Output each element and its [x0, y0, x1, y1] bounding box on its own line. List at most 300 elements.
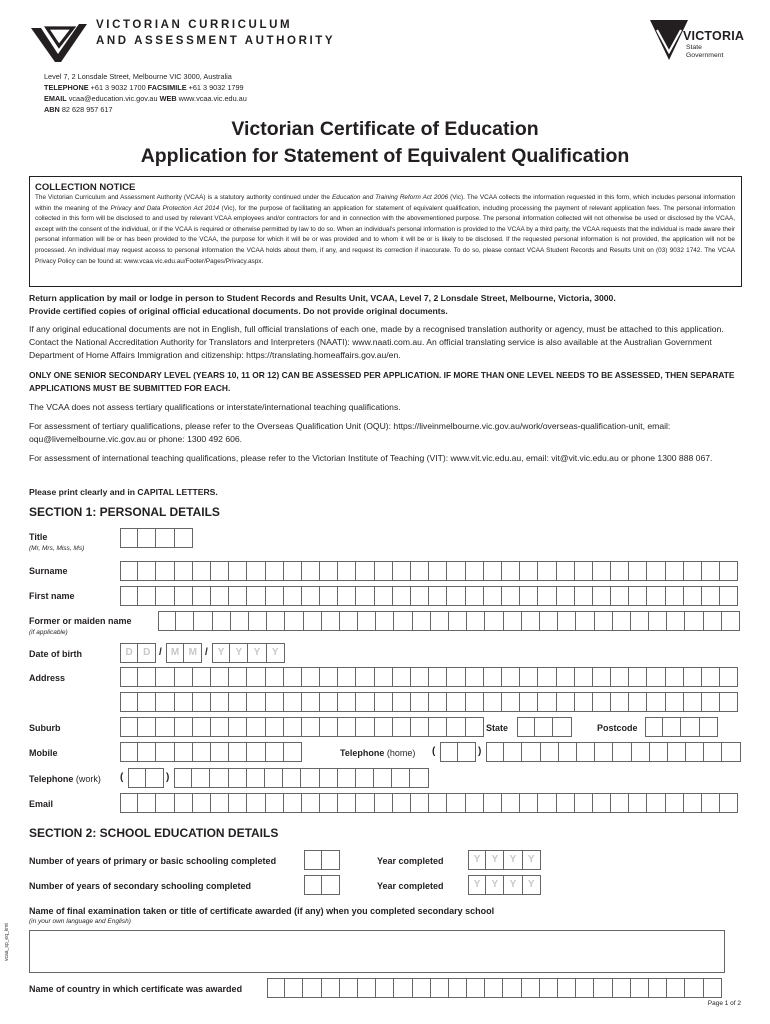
char-box[interactable]: [138, 561, 156, 581]
char-box[interactable]: [429, 586, 447, 606]
char-box[interactable]: [211, 717, 229, 737]
char-box[interactable]: [120, 793, 138, 813]
char-box[interactable]: [338, 768, 356, 788]
char-box[interactable]: [284, 667, 302, 687]
char-box[interactable]: [338, 717, 356, 737]
char-box[interactable]: [229, 793, 247, 813]
char-box[interactable]: [629, 793, 647, 813]
char-box[interactable]: [467, 978, 485, 998]
char-box[interactable]: [284, 742, 302, 762]
char-box[interactable]: [302, 793, 320, 813]
char-box[interactable]: [322, 875, 340, 895]
char-box[interactable]: [266, 586, 284, 606]
char-box[interactable]: [593, 561, 611, 581]
char-box[interactable]: [266, 692, 284, 712]
email-input[interactable]: [120, 793, 738, 813]
char-box[interactable]: [467, 611, 485, 631]
char-box[interactable]: [663, 717, 681, 737]
char-box[interactable]: [629, 561, 647, 581]
char-box[interactable]: [429, 793, 447, 813]
char-box[interactable]: [594, 978, 612, 998]
char-box[interactable]: [375, 717, 393, 737]
char-box[interactable]: [304, 850, 322, 870]
home-phone-input[interactable]: [486, 742, 741, 762]
char-box[interactable]: [629, 667, 647, 687]
char-box[interactable]: [394, 978, 412, 998]
char-box[interactable]: [686, 742, 704, 762]
postcode-input[interactable]: [645, 717, 718, 737]
char-box[interactable]: [211, 561, 229, 581]
char-box[interactable]: [211, 742, 229, 762]
char-box[interactable]: [632, 742, 650, 762]
char-box[interactable]: [229, 717, 247, 737]
char-box[interactable]: [393, 667, 411, 687]
char-box[interactable]: [484, 561, 502, 581]
char-box[interactable]: [575, 561, 593, 581]
char-box[interactable]: [138, 742, 156, 762]
char-box[interactable]: [466, 692, 484, 712]
char-box[interactable]: [120, 586, 138, 606]
char-box[interactable]: [720, 692, 738, 712]
char-box[interactable]: [156, 692, 174, 712]
char-box[interactable]: [611, 692, 629, 712]
char-box[interactable]: [138, 692, 156, 712]
char-box[interactable]: [358, 978, 376, 998]
char-box[interactable]: [522, 611, 540, 631]
char-box[interactable]: [338, 586, 356, 606]
address-line2-input[interactable]: [120, 692, 738, 712]
primary-year-completed-input[interactable]: [468, 850, 541, 870]
first-name-input[interactable]: [120, 586, 738, 606]
char-box[interactable]: [650, 742, 668, 762]
char-box[interactable]: [213, 611, 231, 631]
char-box[interactable]: [320, 692, 338, 712]
char-box[interactable]: [193, 586, 211, 606]
char-box[interactable]: [613, 611, 631, 631]
char-box[interactable]: [156, 667, 174, 687]
char-box[interactable]: [702, 586, 720, 606]
char-box-placeholder[interactable]: Y: [504, 875, 522, 895]
char-box[interactable]: [266, 717, 284, 737]
char-box-placeholder[interactable]: Y: [486, 850, 504, 870]
char-box[interactable]: [284, 561, 302, 581]
char-box[interactable]: [557, 586, 575, 606]
char-box[interactable]: [356, 561, 374, 581]
char-box[interactable]: [466, 586, 484, 606]
char-box[interactable]: [320, 768, 338, 788]
home-area-code-input[interactable]: [440, 742, 476, 762]
char-box[interactable]: [704, 978, 722, 998]
char-box[interactable]: [520, 667, 538, 687]
char-box[interactable]: [229, 768, 247, 788]
char-box[interactable]: [284, 692, 302, 712]
char-box[interactable]: [393, 793, 411, 813]
char-box[interactable]: [338, 667, 356, 687]
char-box[interactable]: [393, 586, 411, 606]
char-box[interactable]: [156, 561, 174, 581]
char-box[interactable]: [356, 793, 374, 813]
char-box[interactable]: [649, 611, 667, 631]
char-box[interactable]: [645, 717, 663, 737]
char-box[interactable]: [449, 978, 467, 998]
char-box[interactable]: [667, 611, 685, 631]
country-input[interactable]: [267, 978, 722, 998]
char-box[interactable]: [702, 667, 720, 687]
char-box[interactable]: [647, 793, 665, 813]
char-box[interactable]: [247, 717, 265, 737]
char-box[interactable]: [120, 667, 138, 687]
work-area-code-input[interactable]: [128, 768, 164, 788]
char-box[interactable]: [146, 768, 164, 788]
char-box[interactable]: [557, 793, 575, 813]
char-box[interactable]: [247, 768, 265, 788]
char-box[interactable]: [685, 978, 703, 998]
char-box[interactable]: [558, 978, 576, 998]
char-box[interactable]: [266, 561, 284, 581]
char-box[interactable]: [520, 793, 538, 813]
char-box[interactable]: [520, 692, 538, 712]
char-box[interactable]: [302, 692, 320, 712]
char-box[interactable]: [247, 561, 265, 581]
char-box[interactable]: [502, 692, 520, 712]
char-box[interactable]: [138, 528, 156, 548]
char-box[interactable]: [393, 717, 411, 737]
char-box[interactable]: [358, 611, 376, 631]
char-box[interactable]: [138, 667, 156, 687]
char-box[interactable]: [613, 978, 631, 998]
char-box[interactable]: [629, 692, 647, 712]
char-box[interactable]: [302, 667, 320, 687]
char-box[interactable]: [575, 586, 593, 606]
char-box[interactable]: [175, 561, 193, 581]
char-box-placeholder[interactable]: Y: [468, 850, 486, 870]
char-box[interactable]: [175, 692, 193, 712]
char-box[interactable]: [447, 561, 465, 581]
char-box[interactable]: [666, 667, 684, 687]
char-box[interactable]: [575, 692, 593, 712]
char-box[interactable]: [485, 611, 503, 631]
work-phone-input[interactable]: [174, 768, 429, 788]
char-box[interactable]: [138, 586, 156, 606]
dob-year-input[interactable]: [212, 643, 285, 663]
char-box[interactable]: [249, 611, 267, 631]
char-box[interactable]: [156, 528, 174, 548]
char-box[interactable]: [411, 667, 429, 687]
char-box[interactable]: [338, 793, 356, 813]
char-box[interactable]: [449, 611, 467, 631]
char-box-placeholder[interactable]: Y: [504, 850, 522, 870]
char-box[interactable]: [175, 793, 193, 813]
char-box[interactable]: [720, 561, 738, 581]
char-box[interactable]: [611, 561, 629, 581]
char-box[interactable]: [340, 978, 358, 998]
char-box[interactable]: [193, 692, 211, 712]
char-box[interactable]: [211, 692, 229, 712]
char-box[interactable]: [284, 793, 302, 813]
char-box[interactable]: [322, 978, 340, 998]
char-box[interactable]: [375, 561, 393, 581]
char-box[interactable]: [522, 742, 540, 762]
char-box[interactable]: [429, 561, 447, 581]
char-box-placeholder[interactable]: Y: [230, 643, 248, 663]
char-box[interactable]: [340, 611, 358, 631]
char-box-placeholder[interactable]: Y: [523, 875, 541, 895]
char-box[interactable]: [576, 611, 594, 631]
char-box[interactable]: [356, 768, 374, 788]
char-box[interactable]: [538, 667, 556, 687]
char-box[interactable]: [538, 561, 556, 581]
char-box[interactable]: [411, 692, 429, 712]
char-box[interactable]: [538, 586, 556, 606]
char-box[interactable]: [138, 793, 156, 813]
char-box[interactable]: [128, 768, 146, 788]
state-input[interactable]: [517, 717, 572, 737]
char-box[interactable]: [284, 717, 302, 737]
char-box[interactable]: [702, 793, 720, 813]
char-box[interactable]: [593, 692, 611, 712]
dob-month-input[interactable]: [166, 643, 202, 663]
char-box[interactable]: [231, 611, 249, 631]
char-box[interactable]: [174, 768, 192, 788]
char-box[interactable]: [466, 793, 484, 813]
char-box[interactable]: [429, 717, 447, 737]
char-box[interactable]: [175, 528, 193, 548]
former-name-input[interactable]: [158, 611, 740, 631]
char-box[interactable]: [502, 667, 520, 687]
char-box[interactable]: [517, 717, 535, 737]
char-box[interactable]: [374, 768, 392, 788]
char-box[interactable]: [303, 978, 321, 998]
char-box[interactable]: [520, 586, 538, 606]
char-box[interactable]: [595, 742, 613, 762]
char-box[interactable]: [156, 793, 174, 813]
char-box[interactable]: [447, 717, 465, 737]
char-box[interactable]: [540, 611, 558, 631]
dob-day-input[interactable]: [120, 643, 156, 663]
char-box[interactable]: [611, 793, 629, 813]
char-box[interactable]: [267, 978, 285, 998]
char-box[interactable]: [229, 586, 247, 606]
char-box-placeholder[interactable]: M: [184, 643, 202, 663]
char-box[interactable]: [593, 793, 611, 813]
char-box[interactable]: [557, 692, 575, 712]
char-box-placeholder[interactable]: D: [138, 643, 156, 663]
char-box[interactable]: [176, 611, 194, 631]
suburb-input[interactable]: [120, 717, 484, 737]
char-box-placeholder[interactable]: Y: [212, 643, 230, 663]
surname-input[interactable]: [120, 561, 738, 581]
char-box[interactable]: [429, 667, 447, 687]
char-box[interactable]: [431, 611, 449, 631]
char-box[interactable]: [503, 978, 521, 998]
char-box[interactable]: [267, 611, 285, 631]
char-box[interactable]: [429, 692, 447, 712]
char-box[interactable]: [285, 611, 303, 631]
char-box[interactable]: [558, 611, 576, 631]
char-box[interactable]: [720, 793, 738, 813]
char-box[interactable]: [681, 717, 699, 737]
char-box[interactable]: [538, 692, 556, 712]
primary-years-input[interactable]: [304, 850, 340, 870]
char-box[interactable]: [522, 978, 540, 998]
char-box[interactable]: [647, 561, 665, 581]
char-box[interactable]: [411, 717, 429, 737]
char-box[interactable]: [575, 667, 593, 687]
char-box[interactable]: [320, 586, 338, 606]
char-box[interactable]: [720, 667, 738, 687]
char-box[interactable]: [484, 586, 502, 606]
char-box[interactable]: [447, 667, 465, 687]
char-box[interactable]: [647, 667, 665, 687]
char-box[interactable]: [722, 742, 740, 762]
char-box[interactable]: [631, 978, 649, 998]
char-box[interactable]: [247, 793, 265, 813]
char-box[interactable]: [210, 768, 228, 788]
char-box[interactable]: [486, 742, 504, 762]
char-box[interactable]: [193, 793, 211, 813]
char-box[interactable]: [376, 611, 394, 631]
char-box[interactable]: [700, 717, 718, 737]
char-box[interactable]: [302, 717, 320, 737]
char-box[interactable]: [393, 561, 411, 581]
char-box[interactable]: [720, 586, 738, 606]
char-box[interactable]: [120, 528, 138, 548]
char-box[interactable]: [559, 742, 577, 762]
char-box[interactable]: [302, 561, 320, 581]
char-box[interactable]: [593, 667, 611, 687]
char-box[interactable]: [247, 667, 265, 687]
char-box[interactable]: [502, 793, 520, 813]
mobile-input[interactable]: [120, 742, 302, 762]
char-box[interactable]: [631, 611, 649, 631]
char-box[interactable]: [535, 717, 553, 737]
char-box[interactable]: [577, 742, 595, 762]
char-box[interactable]: [320, 667, 338, 687]
char-box[interactable]: [668, 742, 686, 762]
char-box[interactable]: [192, 768, 210, 788]
char-box[interactable]: [647, 692, 665, 712]
char-box[interactable]: [702, 561, 720, 581]
char-box[interactable]: [156, 586, 174, 606]
char-box[interactable]: [484, 692, 502, 712]
char-box[interactable]: [120, 742, 138, 762]
char-box[interactable]: [458, 742, 476, 762]
char-box[interactable]: [649, 978, 667, 998]
char-box[interactable]: [211, 667, 229, 687]
char-box[interactable]: [285, 978, 303, 998]
char-box[interactable]: [284, 586, 302, 606]
char-box[interactable]: [156, 717, 174, 737]
char-box[interactable]: [211, 586, 229, 606]
char-box[interactable]: [338, 561, 356, 581]
char-box[interactable]: [194, 611, 212, 631]
char-box[interactable]: [193, 561, 211, 581]
char-box[interactable]: [684, 793, 702, 813]
char-box[interactable]: [301, 768, 319, 788]
char-box[interactable]: [447, 586, 465, 606]
char-box-placeholder[interactable]: M: [166, 643, 184, 663]
char-box[interactable]: [375, 692, 393, 712]
char-box[interactable]: [175, 667, 193, 687]
char-box[interactable]: [120, 692, 138, 712]
char-box[interactable]: [667, 978, 685, 998]
char-box[interactable]: [393, 692, 411, 712]
char-box[interactable]: [576, 978, 594, 998]
char-box[interactable]: [266, 793, 284, 813]
char-box[interactable]: [302, 586, 320, 606]
char-box[interactable]: [338, 692, 356, 712]
char-box[interactable]: [320, 793, 338, 813]
char-box[interactable]: [411, 793, 429, 813]
char-box[interactable]: [375, 793, 393, 813]
char-box[interactable]: [229, 742, 247, 762]
char-box[interactable]: [611, 667, 629, 687]
char-box[interactable]: [193, 717, 211, 737]
char-box[interactable]: [413, 611, 431, 631]
char-box[interactable]: [557, 667, 575, 687]
char-box[interactable]: [557, 561, 575, 581]
char-box[interactable]: [156, 742, 174, 762]
char-box[interactable]: [704, 611, 722, 631]
char-box[interactable]: [484, 793, 502, 813]
address-line1-input[interactable]: [120, 667, 738, 687]
char-box[interactable]: [266, 742, 284, 762]
char-box[interactable]: [466, 667, 484, 687]
char-box[interactable]: [593, 586, 611, 606]
char-box[interactable]: [613, 742, 631, 762]
char-box[interactable]: [304, 611, 322, 631]
char-box[interactable]: [175, 717, 193, 737]
char-box[interactable]: [485, 978, 503, 998]
char-box-placeholder[interactable]: Y: [267, 643, 285, 663]
char-box[interactable]: [229, 692, 247, 712]
char-box[interactable]: [722, 611, 740, 631]
char-box[interactable]: [120, 717, 138, 737]
char-box-placeholder[interactable]: Y: [523, 850, 541, 870]
char-box[interactable]: [283, 768, 301, 788]
char-box[interactable]: [684, 692, 702, 712]
char-box-placeholder[interactable]: Y: [248, 643, 266, 663]
char-box[interactable]: [375, 586, 393, 606]
char-box[interactable]: [540, 978, 558, 998]
char-box[interactable]: [392, 768, 410, 788]
char-box[interactable]: [484, 667, 502, 687]
char-box[interactable]: [229, 561, 247, 581]
char-box[interactable]: [684, 561, 702, 581]
char-box[interactable]: [356, 692, 374, 712]
char-box[interactable]: [411, 586, 429, 606]
secondary-years-input[interactable]: [304, 875, 340, 895]
char-box[interactable]: [629, 586, 647, 606]
char-box[interactable]: [247, 586, 265, 606]
secondary-year-completed-input[interactable]: [468, 875, 541, 895]
char-box[interactable]: [666, 793, 684, 813]
char-box[interactable]: [504, 611, 522, 631]
char-box[interactable]: [158, 611, 176, 631]
char-box[interactable]: [175, 742, 193, 762]
char-box[interactable]: [666, 692, 684, 712]
char-box-placeholder[interactable]: D: [120, 643, 138, 663]
char-box[interactable]: [595, 611, 613, 631]
char-box[interactable]: [666, 561, 684, 581]
char-box[interactable]: [466, 561, 484, 581]
char-box[interactable]: [356, 586, 374, 606]
char-box[interactable]: [666, 586, 684, 606]
char-box[interactable]: [356, 717, 374, 737]
char-box[interactable]: [647, 586, 665, 606]
char-box[interactable]: [440, 742, 458, 762]
char-box[interactable]: [247, 742, 265, 762]
